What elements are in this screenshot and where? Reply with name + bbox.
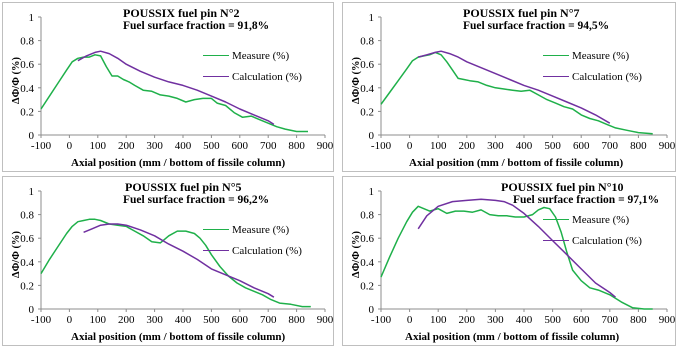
chart-panel-pin-5 xyxy=(2,176,334,346)
chart-legend xyxy=(543,209,642,251)
x-tick-label: 900 xyxy=(658,314,675,326)
legend-swatch-calculation xyxy=(203,76,229,77)
x-tick-label: 500 xyxy=(203,140,220,152)
x-tick-label: 800 xyxy=(630,140,647,152)
x-tick-label: 200 xyxy=(117,140,135,152)
y-tick-label: 0 xyxy=(28,304,34,316)
x-axis-label: Axial position (mm / bottom of fissile column) xyxy=(71,331,286,343)
legend-item-calculation xyxy=(203,240,302,261)
y-tick-label: 0 xyxy=(28,130,34,142)
legend-item-measure xyxy=(543,45,642,66)
x-tick-label: -100 xyxy=(370,314,392,326)
legend-item-measure xyxy=(203,219,302,240)
legend-swatch-measure xyxy=(203,55,229,56)
y-tick-label: 0.4 xyxy=(20,82,34,95)
y-axis-label: ΔΦ/Φ (%) xyxy=(11,230,23,279)
x-tick-label: 600 xyxy=(231,314,249,326)
x-tick-label: 300 xyxy=(487,314,504,326)
legend-swatch-measure xyxy=(543,55,569,56)
x-tick-label: -100 xyxy=(30,140,52,152)
x-tick-label: 400 xyxy=(515,140,533,152)
x-tick-label: 0 xyxy=(66,140,73,152)
x-tick-label: 900 xyxy=(316,140,333,152)
y-axis-label: ΔΦ/Φ (%) xyxy=(351,56,363,105)
x-tick-label: 700 xyxy=(601,140,619,152)
legend-label-measure: Measure (%) xyxy=(232,49,290,62)
chart-title: POUSSIX fuel pin N°2 xyxy=(123,6,240,20)
x-tick-label: 500 xyxy=(203,314,220,326)
y-tick-label: 0.6 xyxy=(360,59,374,72)
x-tick-label: 300 xyxy=(487,140,504,152)
x-tick-label: 300 xyxy=(146,140,163,152)
y-tick-label: 0.8 xyxy=(20,35,34,48)
x-tick-label: 500 xyxy=(544,140,561,152)
x-tick-label: 800 xyxy=(288,314,305,326)
chart-legend xyxy=(203,219,302,261)
y-tick-label: 0 xyxy=(368,304,374,316)
x-axis-label: Axial position (mm / bottom of fissile column) xyxy=(71,157,286,169)
y-axis-label: ΔΦ/Φ (%) xyxy=(11,56,23,105)
chart-legend xyxy=(543,45,642,87)
y-tick-label: 1 xyxy=(28,186,34,198)
chart-panel-pin-2 xyxy=(2,2,334,172)
y-tick-label: 0.2 xyxy=(20,280,34,293)
y-tick-label: 0.2 xyxy=(360,106,374,119)
y-tick-label: 0.4 xyxy=(360,82,374,95)
legend-label-calculation: Calculation (%) xyxy=(232,244,302,257)
x-tick-label: 600 xyxy=(572,140,590,152)
legend-label-measure: Measure (%) xyxy=(232,223,290,236)
chart-legend xyxy=(203,45,302,87)
x-tick-label: -100 xyxy=(30,314,52,326)
legend-swatch-calculation xyxy=(543,76,569,77)
x-tick-label: 400 xyxy=(174,140,192,152)
x-tick-label: -100 xyxy=(370,140,392,152)
x-tick-label: 700 xyxy=(259,314,277,326)
legend-item-calculation xyxy=(203,66,302,87)
legend-item-calculation xyxy=(543,230,642,251)
x-tick-label: 200 xyxy=(117,314,135,326)
chart-title: POUSSIX fuel pin N°7 xyxy=(463,6,580,20)
legend-swatch-measure xyxy=(203,229,229,230)
legend-label-calculation: Calculation (%) xyxy=(572,234,642,247)
x-tick-label: 800 xyxy=(630,314,647,326)
legend-label-calculation: Calculation (%) xyxy=(232,70,302,83)
legend-label-measure: Measure (%) xyxy=(572,49,630,62)
x-tick-label: 700 xyxy=(259,140,277,152)
chart-subtitle: Fuel surface fraction = 96,2% xyxy=(123,194,270,206)
x-tick-label: 0 xyxy=(406,140,413,152)
y-tick-label: 1 xyxy=(368,12,374,24)
x-tick-label: 300 xyxy=(146,314,163,326)
x-tick-label: 600 xyxy=(231,140,249,152)
x-tick-label: 900 xyxy=(658,140,675,152)
x-tick-label: 900 xyxy=(316,314,333,326)
chart-title: POUSSIX fuel pin N°5 xyxy=(125,180,242,194)
legend-item-measure xyxy=(543,209,642,230)
x-tick-label: 0 xyxy=(406,314,413,326)
legend-item-measure xyxy=(203,45,302,66)
y-tick-label: 0.2 xyxy=(20,106,34,119)
x-axis-label: Axial position (mm / bottom of fissile column) xyxy=(409,157,624,169)
x-tick-label: 0 xyxy=(66,314,73,326)
legend-label-measure: Measure (%) xyxy=(572,213,630,226)
y-tick-label: 1 xyxy=(368,186,374,198)
x-tick-label: 200 xyxy=(458,314,476,326)
x-tick-label: 600 xyxy=(572,314,590,326)
y-tick-label: 0.8 xyxy=(360,209,374,222)
y-axis-label: ΔΦ/Φ (%) xyxy=(351,230,363,279)
x-tick-label: 100 xyxy=(89,140,107,152)
legend-swatch-measure xyxy=(543,219,569,220)
x-tick-label: 800 xyxy=(288,140,305,152)
x-tick-label: 400 xyxy=(515,314,533,326)
legend-label-calculation: Calculation (%) xyxy=(572,70,642,83)
x-tick-label: 100 xyxy=(429,314,447,326)
chart-panel-pin-10 xyxy=(342,176,676,346)
x-tick-label: 500 xyxy=(544,314,561,326)
legend-swatch-calculation xyxy=(203,250,229,251)
chart-subtitle: Fuel surface fraction = 97,1% xyxy=(513,194,660,206)
y-tick-label: 0.2 xyxy=(360,280,374,293)
y-tick-label: 0.6 xyxy=(20,233,34,246)
x-axis-label: Axial position (mm / bottom of fissile column) xyxy=(405,331,620,343)
x-tick-label: 100 xyxy=(429,140,447,152)
y-tick-label: 0.6 xyxy=(360,233,374,246)
y-tick-label: 0.4 xyxy=(20,256,34,269)
chart-subtitle: Fuel surface fraction = 91,8% xyxy=(123,20,270,32)
chart-subtitle: Fuel surface fraction = 94,5% xyxy=(463,20,610,32)
chart-title: POUSSIX fuel pin N°10 xyxy=(501,180,624,194)
x-tick-label: 200 xyxy=(458,140,476,152)
y-tick-label: 1 xyxy=(28,12,34,24)
y-tick-label: 0.6 xyxy=(20,59,34,72)
y-tick-label: 0 xyxy=(368,130,374,142)
legend-item-calculation xyxy=(543,66,642,87)
x-tick-label: 100 xyxy=(89,314,107,326)
y-tick-label: 0.4 xyxy=(360,256,374,269)
x-tick-label: 700 xyxy=(601,314,619,326)
x-tick-label: 400 xyxy=(174,314,192,326)
legend-swatch-calculation xyxy=(543,240,569,241)
y-tick-label: 0.8 xyxy=(360,35,374,48)
chart-panel-pin-7 xyxy=(342,2,676,172)
y-tick-label: 0.8 xyxy=(20,209,34,222)
